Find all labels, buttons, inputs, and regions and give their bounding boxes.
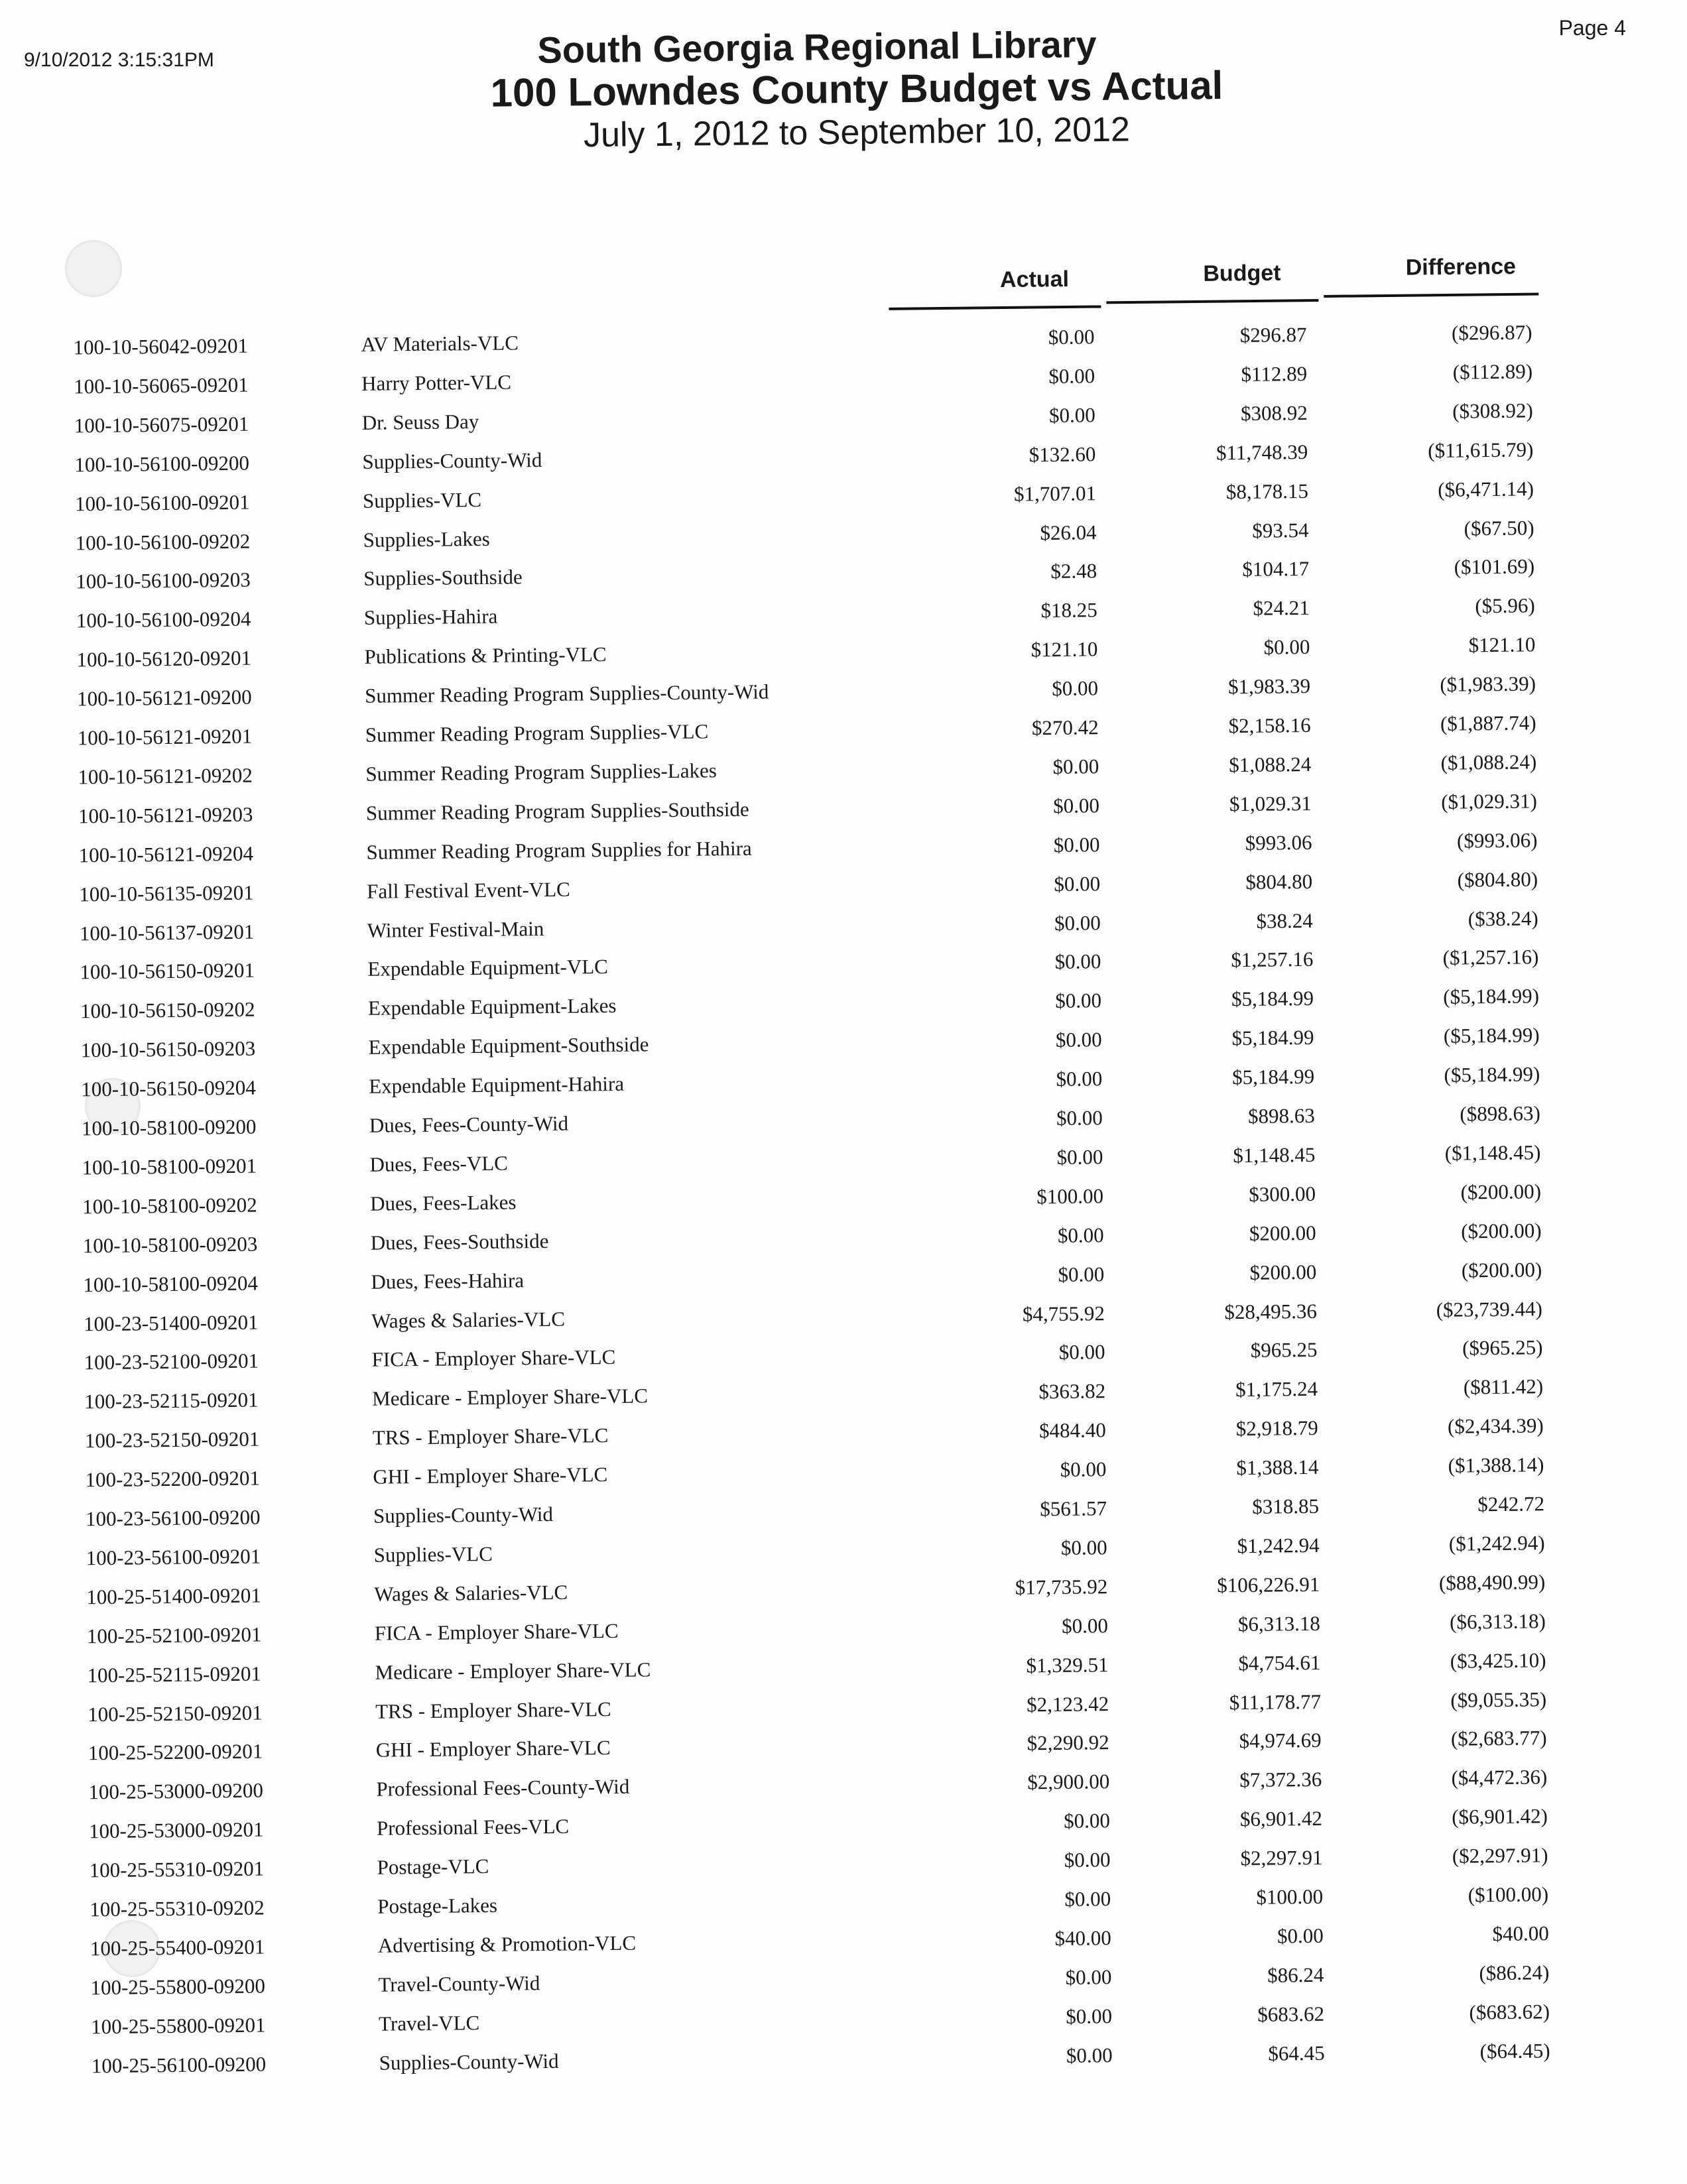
budget-amount: $1,148.45 [1233, 1142, 1316, 1168]
difference-amount: $121.10 [1468, 633, 1536, 657]
difference-amount: ($88,490.99) [1438, 1570, 1546, 1595]
account-description: AV Materials-VLC [361, 331, 519, 356]
account-number: 100-10-56100-09204 [76, 607, 251, 633]
budget-amount: $1,029.31 [1229, 791, 1312, 816]
actual-amount: $0.00 [1054, 872, 1101, 896]
account-number: 100-10-56150-09203 [80, 1036, 256, 1062]
difference-amount: ($1,388.14) [1448, 1453, 1544, 1477]
account-description: Expendable Equipment-Hahira [369, 1071, 625, 1098]
budget-amount: $804.80 [1245, 869, 1313, 894]
budget-amount: $4,974.69 [1239, 1728, 1322, 1753]
actual-amount: $0.00 [1052, 676, 1099, 700]
account-description: Expendable Equipment-VLC [367, 954, 609, 981]
budget-amount: $296.87 [1239, 322, 1307, 347]
account-number: 100-10-56100-09203 [76, 568, 251, 593]
account-description: Summer Reading Program Supplies-County-Wid [364, 680, 769, 707]
account-number: 100-10-56121-09202 [78, 763, 253, 789]
actual-amount: $0.00 [1061, 1614, 1109, 1638]
actual-amount: $0.00 [1065, 1965, 1112, 1989]
account-description: GHI - Employer Share-VLC [373, 1463, 608, 1488]
budget-amount: $1,242.94 [1237, 1533, 1320, 1558]
account-description: Wages & Salaries-VLC [371, 1307, 566, 1333]
account-number: 100-10-56075-09201 [74, 412, 249, 438]
actual-amount: $2,290.92 [1027, 1730, 1109, 1755]
account-description: Postage-VLC [377, 1854, 489, 1879]
account-number: 100-25-56100-09200 [91, 2052, 267, 2078]
column-header-actual-label: Actual [999, 266, 1070, 293]
account-description: GHI - Employer Share-VLC [375, 1736, 611, 1762]
account-number: 100-10-56121-09201 [77, 724, 253, 750]
actual-amount: $26.04 [1040, 520, 1097, 545]
account-description: Medicare - Employer Share-VLC [372, 1384, 649, 1410]
page-number: Page 4 [1558, 16, 1626, 40]
account-description: Expendable Equipment-Southside [368, 1032, 649, 1059]
difference-amount: ($898.63) [1460, 1101, 1540, 1126]
actual-amount: $0.00 [1054, 949, 1101, 973]
budget-amount: $0.00 [1263, 635, 1310, 659]
difference-amount: ($86.24) [1479, 1961, 1550, 1985]
actual-amount: $0.00 [1052, 794, 1100, 818]
account-description: Supplies-Hahira [363, 604, 498, 629]
difference-amount: ($67.50) [1464, 516, 1534, 540]
difference-amount: ($11,615.79) [1428, 438, 1534, 463]
account-number: 100-10-58100-09204 [83, 1271, 259, 1297]
account-number: 100-10-56120-09201 [76, 646, 252, 672]
actual-amount: $363.82 [1038, 1379, 1106, 1404]
account-number: 100-10-56150-09202 [80, 997, 255, 1023]
actual-amount: $0.00 [1054, 911, 1101, 935]
account-description: Summer Reading Program Supplies-Lakes [365, 758, 717, 786]
budget-amount: $8,178.15 [1225, 479, 1309, 504]
actual-amount: $0.00 [1056, 1067, 1103, 1091]
account-number: 100-10-56065-09201 [74, 373, 249, 398]
difference-amount: ($6,901.42) [1452, 1804, 1548, 1829]
difference-amount: ($5,184.99) [1444, 1062, 1540, 1087]
actual-amount: $0.00 [1055, 1028, 1102, 1052]
account-number: 100-10-56042-09201 [73, 334, 249, 359]
organization-title: South Georgia Regional Library [537, 23, 1097, 71]
difference-amount: ($2,434.39) [1447, 1414, 1544, 1438]
difference-amount: ($200.00) [1460, 1180, 1542, 1204]
column-header-difference-label: Difference [1405, 253, 1517, 280]
difference-amount: ($200.00) [1461, 1219, 1542, 1243]
difference-amount: ($9,055.35) [1450, 1687, 1547, 1712]
account-description: Winter Festival-Main [367, 917, 544, 942]
budget-amount: $11,178.77 [1229, 1689, 1322, 1715]
account-number: 100-25-52115-09201 [87, 1662, 262, 1687]
difference-amount: ($101.69) [1454, 554, 1535, 579]
actual-amount: $1,329.51 [1026, 1653, 1109, 1677]
account-description: Supplies-Southside [363, 565, 523, 590]
difference-amount: ($1,257.16) [1442, 945, 1539, 969]
actual-amount: $0.00 [1063, 1809, 1111, 1833]
difference-amount: ($1,029.31) [1441, 789, 1538, 814]
account-number: 100-10-56150-09201 [80, 958, 255, 984]
actual-amount: $132.60 [1029, 442, 1096, 467]
actual-amount: $0.00 [1048, 325, 1095, 349]
account-description: Expendable Equipment-Lakes [367, 993, 617, 1020]
account-number: 100-23-56100-09200 [85, 1505, 261, 1531]
actual-amount: $0.00 [1066, 2004, 1113, 2028]
account-number: 100-10-56150-09204 [81, 1075, 256, 1101]
actual-amount: $0.00 [1055, 989, 1102, 1012]
account-description: Travel-VLC [378, 2011, 480, 2035]
budget-amount: $100.00 [1256, 1884, 1324, 1909]
actual-amount: $0.00 [1048, 403, 1095, 427]
difference-amount: ($2,683.77) [1450, 1726, 1547, 1750]
account-number: 100-10-58100-09203 [82, 1232, 258, 1258]
actual-amount: $17,735.92 [1015, 1575, 1108, 1599]
account-description: Dues, Fees-Southside [370, 1229, 549, 1254]
account-number: 100-25-53000-09200 [88, 1778, 264, 1804]
difference-amount: ($296.87) [1451, 320, 1532, 345]
actual-amount: $4,755.92 [1022, 1302, 1105, 1326]
account-description: FICA - Employer Share-VLC [371, 1345, 616, 1371]
account-description: TRS - Employer Share-VLC [375, 1697, 611, 1723]
actual-amount: $100.00 [1036, 1184, 1104, 1209]
actual-amount: $0.00 [1058, 1340, 1105, 1364]
budget-amount: $112.89 [1241, 361, 1308, 386]
difference-amount: ($1,887.74) [1440, 711, 1536, 735]
budget-amount: $6,901.42 [1239, 1806, 1323, 1831]
budget-amount: $0.00 [1277, 1923, 1324, 1948]
budget-amount: $7,372.36 [1239, 1767, 1322, 1792]
account-number: 100-25-51400-09201 [86, 1583, 261, 1609]
account-number: 100-25-55310-09201 [89, 1856, 265, 1882]
account-number: 100-10-56137-09201 [79, 920, 255, 945]
account-description: Dues, Fees-Lakes [369, 1190, 517, 1215]
difference-amount: ($100.00) [1468, 1882, 1549, 1907]
actual-amount: $0.00 [1052, 755, 1099, 778]
actual-amount: $0.00 [1066, 2043, 1113, 2067]
account-number: 100-25-52200-09201 [88, 1739, 263, 1765]
actual-amount: $0.00 [1058, 1262, 1105, 1286]
difference-amount: ($811.42) [1463, 1374, 1544, 1399]
account-description: TRS - Employer Share-VLC [372, 1424, 609, 1449]
account-description: Publications & Printing-VLC [364, 642, 607, 668]
budget-amount: $683.62 [1257, 2002, 1325, 2026]
report-title: 100 Lowndes County Budget vs Actual [490, 63, 1223, 115]
account-description: Supplies-County-Wid [373, 1502, 554, 1528]
account-number: 100-25-55310-09202 [90, 1896, 265, 1921]
difference-amount: ($4,472.36) [1451, 1765, 1548, 1790]
account-number: 100-10-58100-09201 [82, 1154, 257, 1180]
account-description: Supplies-VLC [373, 1542, 493, 1567]
account-number: 100-10-58100-09202 [82, 1193, 257, 1219]
budget-amount: $1,257.16 [1231, 947, 1314, 972]
difference-amount: ($1,148.45) [1444, 1140, 1541, 1165]
difference-amount: $242.72 [1477, 1492, 1545, 1516]
budget-amount: $5,184.99 [1231, 986, 1314, 1011]
difference-amount: ($200.00) [1461, 1258, 1542, 1282]
actual-amount: $0.00 [1064, 1848, 1111, 1872]
actual-amount: $0.00 [1057, 1223, 1104, 1247]
account-description: Dues, Fees-Hahira [371, 1268, 525, 1294]
budget-amount: $200.00 [1249, 1221, 1316, 1245]
difference-amount: ($993.06) [1456, 828, 1538, 853]
account-description: FICA - Employer Share-VLC [374, 1618, 619, 1645]
account-description: Wages & Salaries-VLC [374, 1580, 568, 1606]
account-number: 100-23-51400-09201 [83, 1310, 259, 1336]
difference-amount: ($683.62) [1469, 2000, 1550, 2024]
difference-amount: ($3,425.10) [1450, 1648, 1546, 1673]
account-description: Fall Festival Event-VLC [367, 877, 570, 903]
budget-amount: $11,748.39 [1216, 440, 1308, 465]
account-number: 100-23-56100-09201 [86, 1544, 261, 1570]
difference-amount: ($5.96) [1475, 593, 1535, 618]
account-description: Dues, Fees-County-Wid [369, 1111, 569, 1137]
report-timestamp: 9/10/2012 3:15:31PM [24, 49, 214, 71]
difference-amount: ($5,184.99) [1443, 1023, 1540, 1048]
difference-amount: ($2,297.91) [1452, 1843, 1548, 1868]
account-description: Advertising & Promotion-VLC [377, 1931, 637, 1957]
account-number: 100-25-53000-09201 [88, 1817, 264, 1843]
account-description: Dues, Fees-VLC [369, 1151, 509, 1176]
account-number: 100-23-52200-09201 [85, 1466, 261, 1492]
budget-amount: $2,297.91 [1240, 1845, 1323, 1870]
difference-amount: ($64.45) [1479, 2039, 1550, 2063]
actual-amount: $40.00 [1054, 1926, 1111, 1951]
budget-amount: $2,158.16 [1228, 713, 1311, 738]
account-description: Harry Potter-VLC [361, 370, 512, 395]
difference-amount: ($112.89) [1452, 359, 1533, 384]
account-number: 100-25-55400-09201 [90, 1935, 265, 1961]
actual-amount: $0.00 [1060, 1457, 1107, 1481]
actual-amount: $270.42 [1031, 715, 1099, 740]
actual-amount: $18.25 [1040, 598, 1097, 623]
account-description: Medicare - Employer Share-VLC [375, 1658, 651, 1684]
budget-amount: $1,088.24 [1229, 752, 1312, 777]
budget-amount: $308.92 [1240, 400, 1308, 425]
actual-amount: $121.10 [1031, 637, 1098, 662]
account-description: Supplies-County-Wid [362, 448, 542, 473]
actual-amount: $2,900.00 [1027, 1770, 1110, 1794]
difference-amount: ($5,184.99) [1443, 984, 1540, 1008]
account-number: 100-10-56100-09200 [74, 451, 250, 477]
account-description: Summer Reading Program Supplies-VLC [365, 719, 709, 747]
account-number: 100-23-52150-09201 [84, 1427, 260, 1453]
actual-amount: $0.00 [1056, 1106, 1103, 1130]
budget-amount: $1,983.39 [1227, 674, 1311, 699]
budget-amount: $5,184.99 [1231, 1025, 1314, 1050]
difference-amount: ($965.25) [1462, 1335, 1543, 1360]
budget-amount: $993.06 [1245, 830, 1312, 855]
budget-amount: $4,754.61 [1238, 1650, 1321, 1675]
account-description: Postage-Lakes [377, 1893, 498, 1918]
budget-amount: $1,388.14 [1236, 1455, 1319, 1480]
budget-amount: $6,313.18 [1237, 1611, 1321, 1636]
account-description: Summer Reading Program Supplies-Southside [365, 797, 749, 825]
actual-amount: $1,707.01 [1013, 481, 1097, 506]
difference-amount: ($38.24) [1468, 906, 1538, 931]
budget-amount: $5,184.99 [1232, 1064, 1315, 1089]
budget-amount: $898.63 [1247, 1103, 1315, 1128]
budget-amount: $28,495.36 [1224, 1299, 1318, 1324]
budget-amount: $2,918.79 [1235, 1416, 1318, 1441]
budget-amount: $38.24 [1256, 908, 1313, 933]
account-description: Travel-County-Wid [378, 1971, 540, 1996]
budget-amount: $24.21 [1253, 595, 1310, 620]
actual-amount: $484.40 [1038, 1418, 1106, 1443]
budget-amount: $86.24 [1267, 1963, 1324, 1987]
difference-amount: ($804.80) [1457, 867, 1538, 892]
actual-amount: $0.00 [1056, 1145, 1103, 1169]
account-number: 100-10-58100-09200 [81, 1115, 257, 1140]
report-date-range: July 1, 2012 to September 10, 2012 [583, 110, 1131, 155]
difference-amount: ($6,313.18) [1449, 1609, 1546, 1634]
account-description: Professional Fees-VLC [376, 1814, 570, 1840]
budget-amount: $965.25 [1250, 1337, 1318, 1362]
difference-amount: ($1,983.39) [1440, 672, 1536, 696]
account-description: Dr. Seuss Day [361, 409, 479, 434]
account-description: Professional Fees-County-Wid [376, 1774, 630, 1801]
actual-amount: $2,123.42 [1026, 1692, 1109, 1717]
actual-amount: $0.00 [1053, 833, 1100, 857]
difference-amount: ($308.92) [1452, 398, 1533, 423]
account-number: 100-25-55800-09200 [90, 1974, 266, 2000]
account-number: 100-10-56135-09201 [79, 880, 254, 906]
budget-amount: $93.54 [1252, 518, 1309, 542]
difference-amount: ($23,739.44) [1436, 1297, 1543, 1321]
actual-amount: $0.00 [1048, 364, 1095, 388]
account-number: 100-10-56121-09204 [78, 841, 254, 867]
difference-amount: ($6,471.14) [1438, 477, 1534, 501]
account-number: 100-25-52150-09201 [87, 1701, 263, 1727]
account-number: 100-10-56121-09200 [76, 685, 252, 711]
account-number: 100-25-52100-09201 [86, 1622, 262, 1648]
budget-amount: $64.45 [1268, 2041, 1325, 2065]
budget-amount: $1,175.24 [1235, 1376, 1318, 1402]
account-number: 100-23-52100-09201 [84, 1349, 259, 1374]
account-number: 100-25-55800-09201 [90, 2013, 266, 2039]
account-number: 100-23-52115-09201 [84, 1388, 259, 1414]
account-description: Summer Reading Program Supplies for Hahira [366, 836, 752, 864]
column-header-budget-label: Budget [1203, 260, 1281, 286]
account-description: Supplies-Lakes [363, 526, 490, 552]
budget-amount: $300.00 [1249, 1182, 1316, 1206]
difference-amount: ($1,242.94) [1448, 1531, 1545, 1555]
budget-amount: $318.85 [1252, 1494, 1320, 1518]
account-number: 100-10-56100-09201 [74, 490, 250, 516]
actual-amount: $0.00 [1060, 1536, 1107, 1559]
actual-amount: $0.00 [1064, 1887, 1111, 1911]
actual-amount: $561.57 [1040, 1496, 1107, 1521]
account-number: 100-10-56100-09202 [75, 529, 251, 555]
difference-amount: $40.00 [1492, 1921, 1549, 1946]
budget-amount: $106,226.91 [1217, 1572, 1320, 1597]
difference-amount: ($1,088.24) [1440, 750, 1537, 774]
budget-amount: $200.00 [1249, 1260, 1317, 1284]
actual-amount: $2.48 [1050, 559, 1097, 583]
account-description: Supplies-VLC [362, 487, 482, 513]
account-description: Supplies-County-Wid [379, 2049, 559, 2075]
budget-amount: $104.17 [1242, 556, 1310, 581]
account-number: 100-10-56121-09203 [78, 802, 253, 828]
